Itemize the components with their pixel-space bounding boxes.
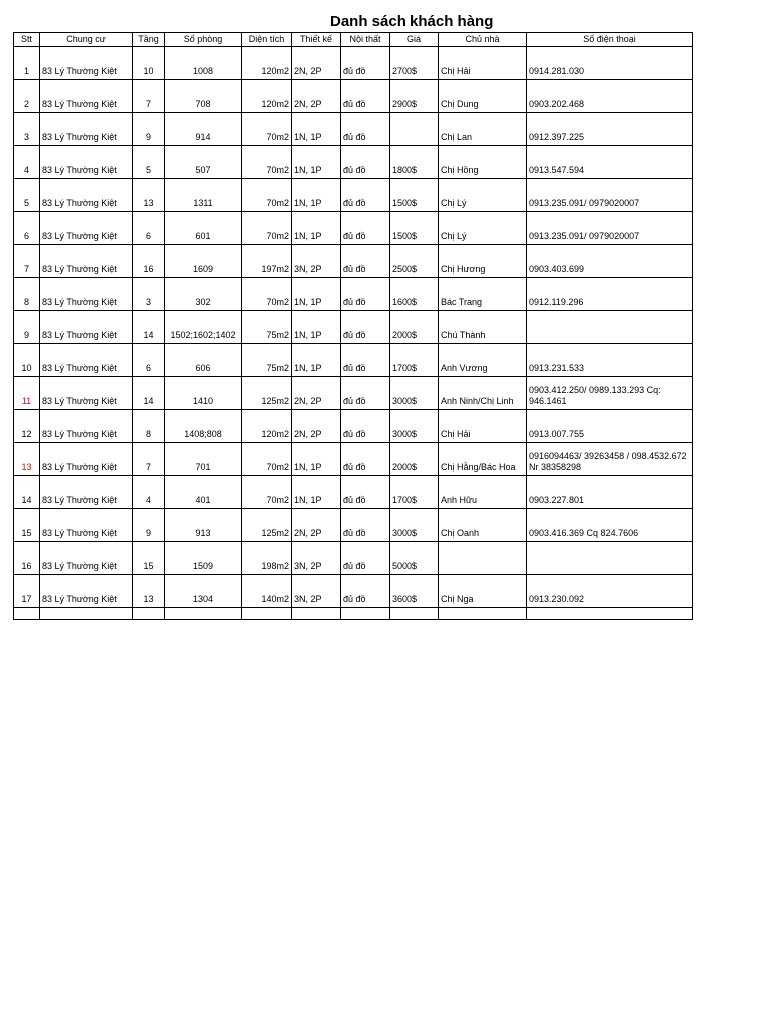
cell-price: 3000$ (390, 410, 439, 443)
table-row (14, 146, 693, 179)
empty-cell (527, 608, 693, 620)
table-row (14, 80, 693, 113)
cell-phone: 0913.230.092 (527, 575, 693, 608)
table-row (14, 410, 693, 443)
cell-owner: Chú Thành (439, 311, 527, 344)
cell-stt: 11 (14, 377, 40, 410)
cell-stt: 13 (14, 443, 40, 476)
cell-furniture: đủ đồ (341, 278, 390, 311)
table-row (14, 311, 693, 344)
cell-design: 3N, 2P (292, 575, 341, 608)
table-row (14, 278, 693, 311)
cell-phone: 0903.416.369 Cq 824.7606 (527, 509, 693, 542)
cell-area: 197m2 (242, 245, 292, 278)
cell-building: 83 Lý Thường Kiệt (40, 476, 133, 509)
cell-area: 70m2 (242, 179, 292, 212)
cell-area: 120m2 (242, 410, 292, 443)
cell-design: 1N, 1P (292, 476, 341, 509)
cell-building: 83 Lý Thường Kiệt (40, 278, 133, 311)
cell-design: 1N, 1P (292, 344, 341, 377)
col-header-owner: Chủ nhà (439, 33, 527, 47)
cell-phone: 0903.412.250/ 0989.133.293 Cq: 946.1461 (527, 377, 693, 410)
cell-design: 1N, 1P (292, 443, 341, 476)
empty-row-table (13, 607, 693, 620)
cell-price: 2000$ (390, 443, 439, 476)
col-header-design: Thiết kế (292, 33, 341, 47)
cell-price: 2900$ (390, 80, 439, 113)
cell-area: 70m2 (242, 476, 292, 509)
cell-building: 83 Lý Thường Kiệt (40, 509, 133, 542)
cell-room: 701 (165, 443, 242, 476)
cell-area: 70m2 (242, 443, 292, 476)
table-row (14, 542, 693, 575)
empty-cell (14, 608, 40, 620)
cell-design: 1N, 1P (292, 278, 341, 311)
cell-building: 83 Lý Thường Kiệt (40, 113, 133, 146)
cell-building: 83 Lý Thường Kiệt (40, 47, 133, 80)
cell-furniture: đủ đồ (341, 344, 390, 377)
cell-price: 1800$ (390, 146, 439, 179)
cell-phone (527, 542, 693, 575)
cell-furniture: đủ đồ (341, 80, 390, 113)
cell-building: 83 Lý Thường Kiệt (40, 311, 133, 344)
col-header-area: Diện tích (242, 33, 292, 47)
cell-design: 2N, 2P (292, 509, 341, 542)
cell-owner: Anh Ninh/Chị Linh (439, 377, 527, 410)
cell-owner: Chị Dung (439, 80, 527, 113)
cell-room: 1008 (165, 47, 242, 80)
cell-floor: 16 (133, 245, 165, 278)
cell-price: 3000$ (390, 509, 439, 542)
cell-area: 70m2 (242, 212, 292, 245)
cell-furniture: đủ đồ (341, 146, 390, 179)
cell-area: 70m2 (242, 146, 292, 179)
cell-area: 75m2 (242, 344, 292, 377)
cell-floor: 15 (133, 542, 165, 575)
table-row (14, 47, 693, 80)
cell-room: 913 (165, 509, 242, 542)
cell-design: 3N, 2P (292, 245, 341, 278)
cell-area: 140m2 (242, 575, 292, 608)
table-row (14, 575, 693, 608)
cell-floor: 9 (133, 113, 165, 146)
cell-floor: 6 (133, 212, 165, 245)
cell-owner: Anh Vương (439, 344, 527, 377)
empty-cell (390, 608, 439, 620)
cell-phone: 0903.202.468 (527, 80, 693, 113)
cell-area: 120m2 (242, 80, 292, 113)
cell-phone: 0914.281.030 (527, 47, 693, 80)
cell-design: 1N, 1P (292, 179, 341, 212)
table-body (14, 47, 693, 608)
cell-stt: 2 (14, 80, 40, 113)
cell-phone: 0913.235.091/ 0979020007 (527, 212, 693, 245)
cell-room: 507 (165, 146, 242, 179)
cell-phone: 0912.119.296 (527, 278, 693, 311)
cell-price: 1500$ (390, 179, 439, 212)
empty-cell (165, 608, 242, 620)
cell-stt: 12 (14, 410, 40, 443)
table-row (14, 443, 693, 476)
cell-price: 2000$ (390, 311, 439, 344)
cell-design: 2N, 2P (292, 377, 341, 410)
cell-design: 1N, 1P (292, 311, 341, 344)
cell-floor: 5 (133, 146, 165, 179)
cell-floor: 14 (133, 311, 165, 344)
cell-stt: 3 (14, 113, 40, 146)
col-header-price: Giá (390, 33, 439, 47)
cell-building: 83 Lý Thường Kiệt (40, 146, 133, 179)
customer-table (13, 32, 693, 608)
cell-phone: 0903.227.801 (527, 476, 693, 509)
cell-stt: 5 (14, 179, 40, 212)
cell-owner: Chị Nga (439, 575, 527, 608)
cell-floor: 13 (133, 179, 165, 212)
cell-phone: 0913.007.755 (527, 410, 693, 443)
cell-stt: 15 (14, 509, 40, 542)
cell-floor: 3 (133, 278, 165, 311)
cell-phone: 0913.547.594 (527, 146, 693, 179)
cell-floor: 10 (133, 47, 165, 80)
table-row (14, 179, 693, 212)
cell-phone: 0913.235.091/ 0979020007 (527, 179, 693, 212)
cell-phone: 0903.403.699 (527, 245, 693, 278)
cell-stt: 4 (14, 146, 40, 179)
cell-price: 2700$ (390, 47, 439, 80)
cell-owner: Chị Oanh (439, 509, 527, 542)
cell-design: 2N, 2P (292, 80, 341, 113)
cell-room: 302 (165, 278, 242, 311)
cell-room: 1311 (165, 179, 242, 212)
empty-cell (439, 608, 527, 620)
header-row (14, 33, 693, 47)
cell-building: 83 Lý Thường Kiệt (40, 212, 133, 245)
cell-furniture: đủ đồ (341, 542, 390, 575)
cell-furniture: đủ đồ (341, 575, 390, 608)
cell-furniture: đủ đồ (341, 443, 390, 476)
cell-owner: Chị Hải (439, 410, 527, 443)
cell-area: 75m2 (242, 311, 292, 344)
empty-row (14, 608, 693, 620)
col-header-furniture: Nội thất (341, 33, 390, 47)
cell-owner: Chị Hằng/Bác Hoa (439, 443, 527, 476)
cell-stt: 7 (14, 245, 40, 278)
cell-price: 1600$ (390, 278, 439, 311)
cell-area: 70m2 (242, 113, 292, 146)
cell-room: 606 (165, 344, 242, 377)
table-row (14, 509, 693, 542)
cell-floor: 13 (133, 575, 165, 608)
cell-owner: Chị Lan (439, 113, 527, 146)
cell-furniture: đủ đồ (341, 179, 390, 212)
col-header-building: Chung cư (40, 33, 133, 47)
cell-design: 2N, 2P (292, 410, 341, 443)
cell-area: 198m2 (242, 542, 292, 575)
cell-stt: 6 (14, 212, 40, 245)
table-row (14, 377, 693, 410)
cell-furniture: đủ đồ (341, 377, 390, 410)
cell-room: 1509 (165, 542, 242, 575)
cell-building: 83 Lý Thường Kiệt (40, 542, 133, 575)
cell-building: 83 Lý Thường Kiệt (40, 245, 133, 278)
empty-cell (242, 608, 292, 620)
cell-price: 3000$ (390, 377, 439, 410)
cell-floor: 8 (133, 410, 165, 443)
cell-design: 2N, 2P (292, 47, 341, 80)
cell-area: 120m2 (242, 47, 292, 80)
cell-phone: 0913.231.533 (527, 344, 693, 377)
table-row (14, 212, 693, 245)
cell-furniture: đủ đồ (341, 47, 390, 80)
col-header-stt: Stt (14, 33, 40, 47)
empty-cell (40, 608, 133, 620)
cell-design: 1N, 1P (292, 212, 341, 245)
cell-room: 708 (165, 80, 242, 113)
cell-room: 1609 (165, 245, 242, 278)
cell-design: 1N, 1P (292, 146, 341, 179)
cell-stt: 14 (14, 476, 40, 509)
cell-owner: Chị Lý (439, 179, 527, 212)
cell-room: 401 (165, 476, 242, 509)
cell-price: 2500$ (390, 245, 439, 278)
cell-owner: Chị Hương (439, 245, 527, 278)
cell-price: 3600$ (390, 575, 439, 608)
cell-stt: 10 (14, 344, 40, 377)
cell-building: 83 Lý Thường Kiệt (40, 575, 133, 608)
table-row (14, 344, 693, 377)
cell-stt: 8 (14, 278, 40, 311)
cell-floor: 7 (133, 80, 165, 113)
cell-stt: 1 (14, 47, 40, 80)
cell-furniture: đủ đồ (341, 476, 390, 509)
cell-room: 1408;808 (165, 410, 242, 443)
cell-building: 83 Lý Thường Kiệt (40, 80, 133, 113)
cell-floor: 7 (133, 443, 165, 476)
col-header-room: Số phòng (165, 33, 242, 47)
cell-price: 1500$ (390, 212, 439, 245)
cell-design: 1N, 1P (292, 113, 341, 146)
page-title: Danh sách khách hàng (330, 13, 494, 30)
cell-area: 70m2 (242, 278, 292, 311)
cell-phone: 0916094463/ 39263458 / 098.4532.672 Nr 38358298 (527, 443, 693, 476)
empty-cell (341, 608, 390, 620)
cell-furniture: đủ đồ (341, 212, 390, 245)
cell-furniture: đủ đồ (341, 311, 390, 344)
cell-building: 83 Lý Thường Kiệt (40, 179, 133, 212)
empty-cell (292, 608, 341, 620)
cell-phone: 0912.397.225 (527, 113, 693, 146)
cell-owner: Chị Lý (439, 212, 527, 245)
cell-furniture: đủ đồ (341, 245, 390, 278)
cell-price: 5000$ (390, 542, 439, 575)
cell-stt: 16 (14, 542, 40, 575)
cell-room: 1410 (165, 377, 242, 410)
cell-floor: 9 (133, 509, 165, 542)
cell-room: 601 (165, 212, 242, 245)
cell-building: 83 Lý Thường Kiệt (40, 443, 133, 476)
cell-floor: 4 (133, 476, 165, 509)
cell-price: 1700$ (390, 476, 439, 509)
cell-building: 83 Lý Thường Kiệt (40, 344, 133, 377)
cell-price: 1700$ (390, 344, 439, 377)
cell-price (390, 113, 439, 146)
cell-owner: Chị Hồng (439, 146, 527, 179)
col-header-phone: Số điện thoại (527, 33, 693, 47)
table-row (14, 476, 693, 509)
cell-owner: Chị Hải (439, 47, 527, 80)
cell-furniture: đủ đồ (341, 509, 390, 542)
cell-owner: Bác Trang (439, 278, 527, 311)
cell-stt: 17 (14, 575, 40, 608)
cell-floor: 6 (133, 344, 165, 377)
cell-building: 83 Lý Thường Kiệt (40, 410, 133, 443)
cell-furniture: đủ đồ (341, 410, 390, 443)
cell-owner: Anh Hữu (439, 476, 527, 509)
table-row (14, 245, 693, 278)
empty-cell (133, 608, 165, 620)
cell-room: 914 (165, 113, 242, 146)
cell-stt: 9 (14, 311, 40, 344)
cell-building: 83 Lý Thường Kiệt (40, 377, 133, 410)
cell-furniture: đủ đồ (341, 113, 390, 146)
cell-area: 125m2 (242, 377, 292, 410)
cell-design: 3N, 2P (292, 542, 341, 575)
col-header-floor: Tầng (133, 33, 165, 47)
cell-area: 125m2 (242, 509, 292, 542)
cell-floor: 14 (133, 377, 165, 410)
table-row (14, 113, 693, 146)
cell-phone (527, 311, 693, 344)
cell-room: 1502;1602;1402 (165, 311, 242, 344)
cell-room: 1304 (165, 575, 242, 608)
cell-owner (439, 542, 527, 575)
